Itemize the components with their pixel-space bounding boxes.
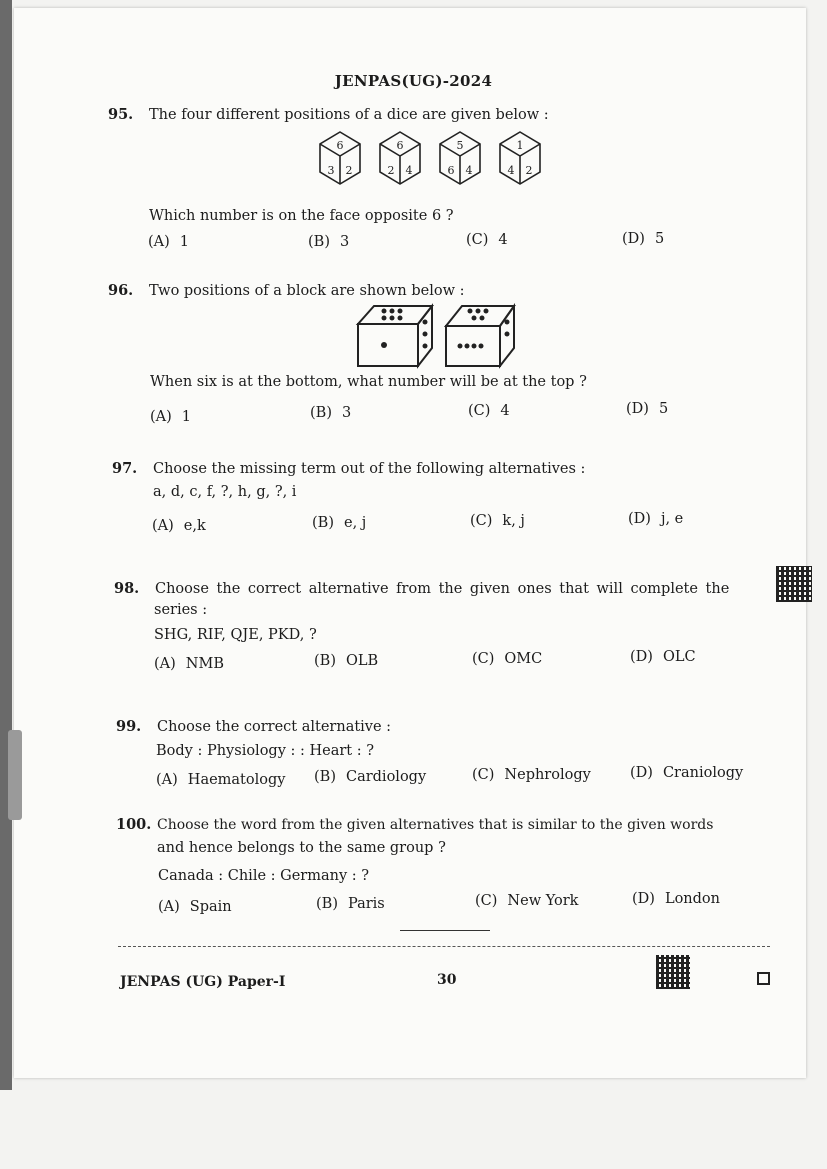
dice-figure xyxy=(318,132,558,194)
die-face-left: 4 xyxy=(507,164,515,177)
block-1 xyxy=(358,306,432,366)
option-label: (B) xyxy=(314,653,336,669)
option-value: OLC xyxy=(662,649,696,665)
option-a[interactable] xyxy=(148,234,189,250)
option-label: (A) xyxy=(148,234,170,250)
option-d[interactable] xyxy=(626,401,668,417)
option-b[interactable] xyxy=(314,769,426,785)
option-a[interactable] xyxy=(156,772,285,788)
question-subtext: When six is at the bottom, what number will be at the top ? xyxy=(150,374,587,390)
die-3 xyxy=(440,132,480,184)
question-number: 100. xyxy=(116,816,152,833)
option-value: k, j xyxy=(502,513,525,529)
die-face-right: 4 xyxy=(405,164,413,177)
end-rule xyxy=(400,930,490,931)
option-b[interactable] xyxy=(316,896,385,912)
option-label: (C) xyxy=(472,767,495,783)
question-number: 99. xyxy=(116,718,142,735)
question-text-cont: series : xyxy=(154,602,208,618)
option-label: (D) xyxy=(622,231,645,247)
option-value: Haematology xyxy=(187,772,286,788)
option-label: (C) xyxy=(470,513,493,529)
option-label: (D) xyxy=(626,401,649,417)
option-value: Nephrology xyxy=(504,767,591,783)
question-subtext: a, d, c, f, ?, h, g, ?, i xyxy=(153,484,297,500)
die-2 xyxy=(380,132,420,184)
option-d[interactable] xyxy=(622,231,664,247)
die-face-left: 6 xyxy=(447,164,455,177)
page-title: JENPAS(UG)-2024 xyxy=(334,72,493,90)
question-number: 97. xyxy=(112,460,138,477)
option-label: (A) xyxy=(156,772,178,788)
option-label: (B) xyxy=(314,769,336,785)
die-4 xyxy=(500,132,540,184)
option-value: e,k xyxy=(183,518,206,534)
option-value: London xyxy=(664,891,721,907)
option-label: (A) xyxy=(152,518,174,534)
option-label: (D) xyxy=(628,511,651,527)
question-text: Choose the correct alternative : xyxy=(157,719,392,735)
die-face-right: 2 xyxy=(525,164,533,177)
footer-paper: JENPAS (UG) Paper-I xyxy=(120,974,286,990)
question-text: Choose the correct alternative from the given ones that will complete the xyxy=(155,581,730,597)
option-label: (A) xyxy=(150,409,172,425)
option-value: 1 xyxy=(181,409,192,425)
option-value: New York xyxy=(507,893,579,909)
option-a[interactable] xyxy=(152,518,206,534)
block-figure xyxy=(354,298,524,370)
option-b[interactable] xyxy=(308,234,349,250)
question-number: 96. xyxy=(108,282,134,299)
square-icon xyxy=(757,972,770,985)
option-value: NMB xyxy=(185,656,224,672)
question-number: 95. xyxy=(108,106,134,123)
option-value: OLB xyxy=(345,653,379,669)
option-c[interactable] xyxy=(468,403,510,419)
option-value: OMC xyxy=(504,651,543,667)
option-value: Spain xyxy=(189,899,232,915)
option-label: (D) xyxy=(630,649,653,665)
option-label: (A) xyxy=(154,656,176,672)
question-text: Choose the missing term out of the following alternatives : xyxy=(153,461,586,477)
question-subtext: Which number is on the face opposite 6 ? xyxy=(149,208,454,224)
option-d[interactable] xyxy=(630,765,743,781)
question-95 xyxy=(108,104,768,126)
option-value: Craniology xyxy=(662,765,744,781)
question-98 xyxy=(114,578,774,600)
block-2 xyxy=(446,306,514,366)
option-b[interactable] xyxy=(312,515,366,531)
question-subtext: SHG, RIF, QJE, PKD, ? xyxy=(154,627,317,643)
option-d[interactable] xyxy=(632,891,720,907)
question-text: Choose the word from the given alternatives that is similar to the given words xyxy=(157,817,714,833)
option-label: (B) xyxy=(312,515,334,531)
question-subtext: Body : Physiology : : Heart : ? xyxy=(156,743,375,759)
question-97 xyxy=(112,458,772,480)
option-a[interactable] xyxy=(154,656,224,672)
die-face-left: 3 xyxy=(327,164,335,177)
question-99 xyxy=(116,716,776,738)
option-value: 3 xyxy=(339,234,350,250)
die-face-left: 2 xyxy=(387,164,395,177)
option-b[interactable] xyxy=(314,653,378,669)
option-value: j, e xyxy=(660,511,684,527)
option-a[interactable] xyxy=(158,899,232,915)
option-d[interactable] xyxy=(628,511,683,527)
option-value: 3 xyxy=(341,405,352,421)
option-label: (B) xyxy=(310,405,332,421)
option-value: 5 xyxy=(654,231,665,247)
option-label: (B) xyxy=(316,896,338,912)
option-label: (D) xyxy=(632,891,655,907)
option-label: (C) xyxy=(475,893,498,909)
block-2-dots xyxy=(458,309,510,349)
option-c[interactable] xyxy=(470,513,525,529)
option-label: (C) xyxy=(468,403,491,419)
die-face-top: 6 xyxy=(396,139,404,152)
option-value: Cardiology xyxy=(345,769,427,785)
qr-code-icon xyxy=(776,566,812,602)
binding-edge xyxy=(0,0,12,1090)
question-100 xyxy=(116,814,776,836)
option-b[interactable] xyxy=(310,405,351,421)
block-1-dots xyxy=(381,309,428,349)
option-value: 1 xyxy=(179,234,190,250)
qr-code-icon xyxy=(656,955,690,989)
die-1 xyxy=(320,132,360,184)
option-value: 4 xyxy=(498,232,508,248)
page-number: 30 xyxy=(437,972,457,988)
question-text: The four different positions of a dice are given below : xyxy=(149,107,549,123)
option-label: (C) xyxy=(466,232,489,248)
option-value: e, j xyxy=(343,515,367,531)
footer-divider xyxy=(118,946,770,947)
die-face-top: 6 xyxy=(336,139,344,152)
option-a[interactable] xyxy=(150,409,191,425)
question-text-cont: and hence belongs to the same group ? xyxy=(157,840,446,856)
option-value: 5 xyxy=(658,401,669,417)
die-face-top: 1 xyxy=(516,139,524,152)
option-d[interactable] xyxy=(630,649,696,665)
option-c[interactable] xyxy=(475,893,578,909)
option-value: Paris xyxy=(347,896,385,912)
option-label: (D) xyxy=(630,765,653,781)
binding-clip xyxy=(8,730,22,820)
option-c[interactable] xyxy=(472,651,542,667)
question-text: Two positions of a block are shown below : xyxy=(149,283,465,299)
question-subtext: Canada : Chile : Germany : ? xyxy=(158,868,370,884)
option-c[interactable] xyxy=(466,232,508,248)
option-label: (C) xyxy=(472,651,495,667)
option-label: (B) xyxy=(308,234,330,250)
option-label: (A) xyxy=(158,899,180,915)
option-c[interactable] xyxy=(472,767,591,783)
question-number: 98. xyxy=(114,580,140,597)
die-face-top: 5 xyxy=(456,139,464,152)
die-face-right: 4 xyxy=(465,164,473,177)
option-value: 4 xyxy=(500,403,510,419)
die-face-right: 2 xyxy=(345,164,353,177)
